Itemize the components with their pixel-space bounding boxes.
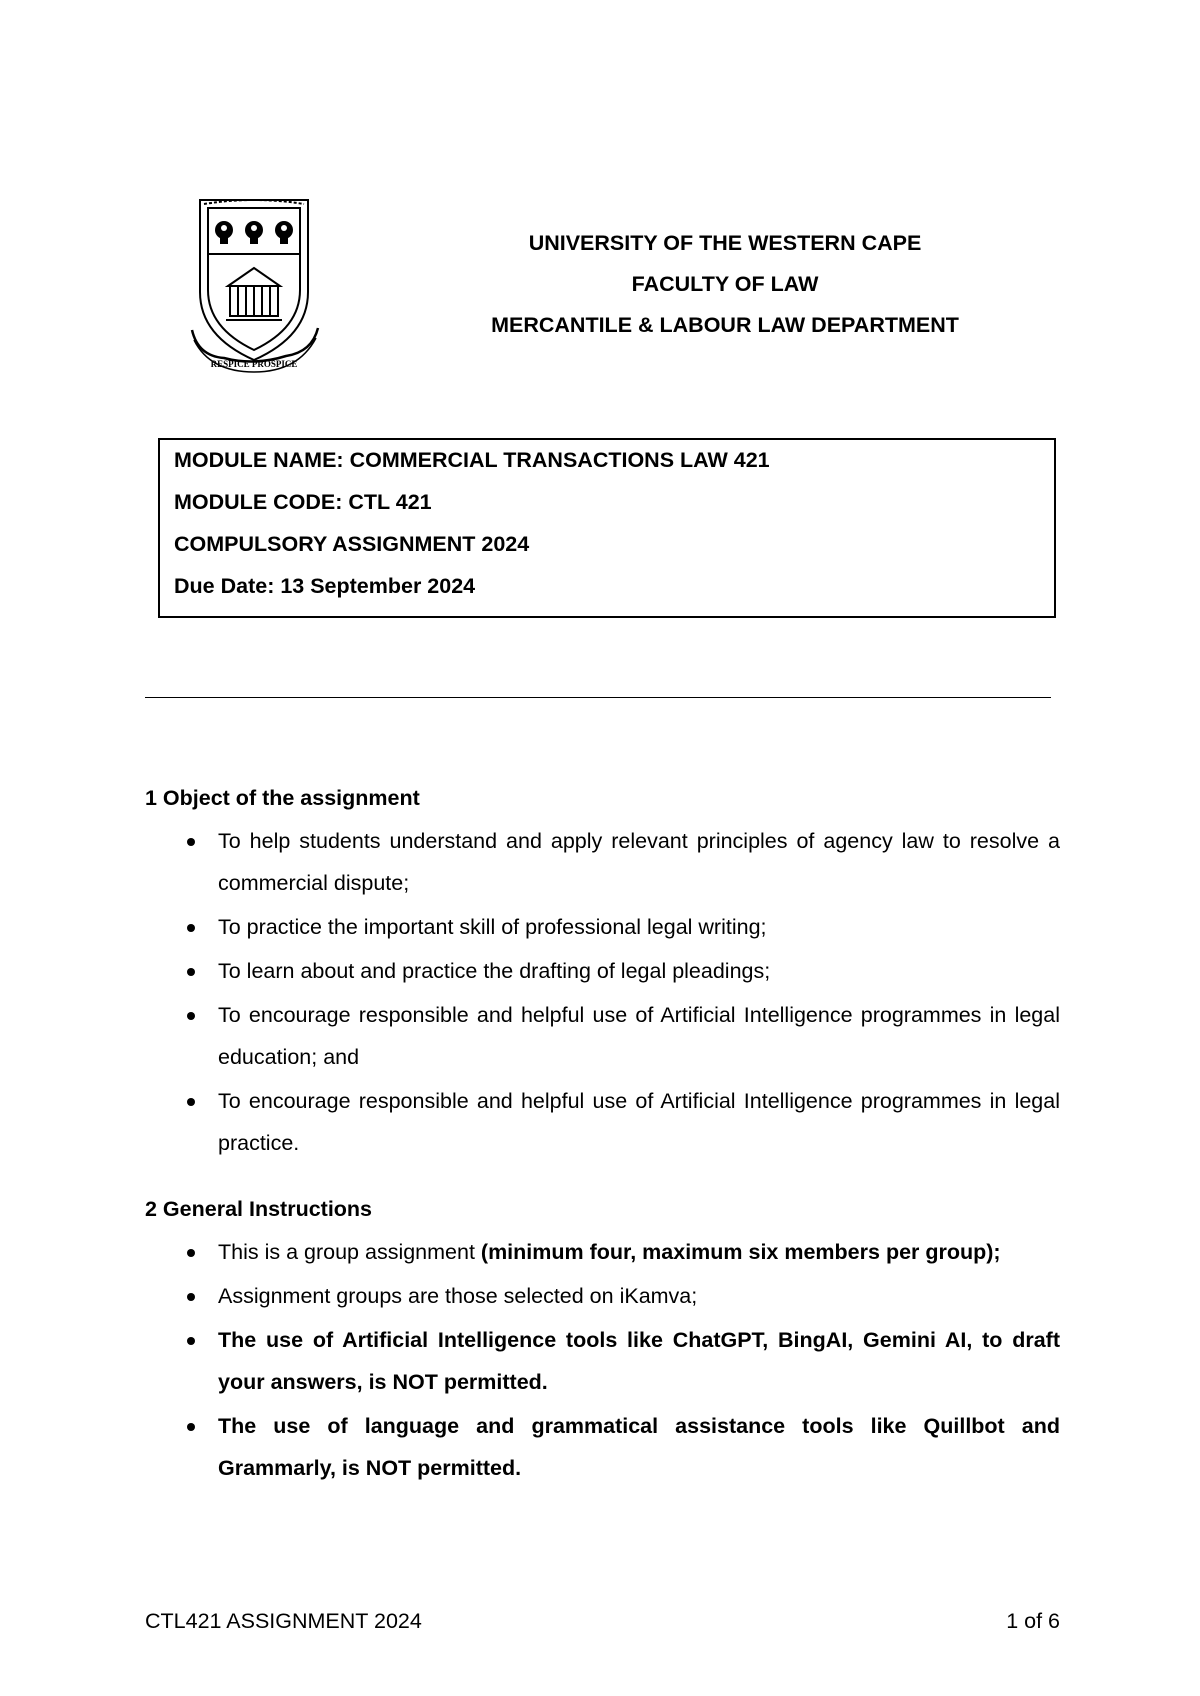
crest-motto: RESPICE PROSPICE [210, 359, 298, 369]
list-item: The use of language and grammatical assistance tools like Quillbot and Grammarly, is NOT permitted. [145, 1405, 1060, 1489]
bullet-icon [187, 1098, 195, 1106]
section-2-list [145, 1231, 1060, 1491]
section-1-list [145, 820, 1060, 1166]
list-item: To practice the important skill of professional legal writing; [145, 906, 1060, 948]
bullet-icon [187, 968, 195, 976]
module-code: MODULE CODE: CTL 421 [174, 490, 432, 514]
horizontal-divider [145, 697, 1051, 698]
university-name: UNIVERSITY OF THE WESTERN CAPE [528, 231, 922, 255]
list-item: To encourage responsible and helpful use of Artificial Intelligence programmes in legal education; and [145, 994, 1060, 1078]
list-item: To encourage responsible and helpful use of Artificial Intelligence programmes in legal practice. [145, 1080, 1060, 1164]
section-2-heading: 2 General Instructions [145, 1197, 373, 1221]
footer-document-label: CTL421 ASSIGNMENT 2024 [145, 1609, 422, 1633]
page-number: 1 of 6 [1006, 1609, 1060, 1633]
list-item: This is a group assignment (minimum four, maximum six members per group); [145, 1231, 1060, 1273]
document-header [430, 228, 1020, 351]
assignment-title: COMPULSORY ASSIGNMENT 2024 [174, 532, 530, 556]
bullet-icon [187, 1249, 195, 1257]
module-name: MODULE NAME: COMMERCIAL TRANSACTIONS LAW 421 [174, 448, 770, 472]
list-item: To learn about and practice the drafting of legal pleadings; [145, 950, 1060, 992]
bullet-icon [187, 1293, 195, 1301]
bullet-icon [187, 924, 195, 932]
department-name: MERCANTILE & LABOUR LAW DEPARTMENT [491, 313, 959, 337]
list-item: The use of Artificial Intelligence tools like ChatGPT, BingAI, Gemini AI, to draft your answers, is NOT permitted. [145, 1319, 1060, 1403]
due-date: Due Date: 13 September 2024 [174, 574, 476, 598]
university-crest-logo [190, 196, 322, 374]
list-item: Assignment groups are those selected on iKamva; [145, 1275, 1060, 1317]
bullet-icon [187, 1423, 195, 1431]
bullet-icon [187, 1337, 195, 1345]
bullet-icon [187, 1012, 195, 1020]
list-item: To help students understand and apply relevant principles of agency law to resolve a commercial dispute; [145, 820, 1060, 904]
section-1-heading: 1 Object of the assignment [145, 786, 420, 810]
module-info-box [158, 438, 1056, 618]
bullet-icon [187, 838, 195, 846]
faculty-name: FACULTY OF LAW [631, 272, 819, 296]
